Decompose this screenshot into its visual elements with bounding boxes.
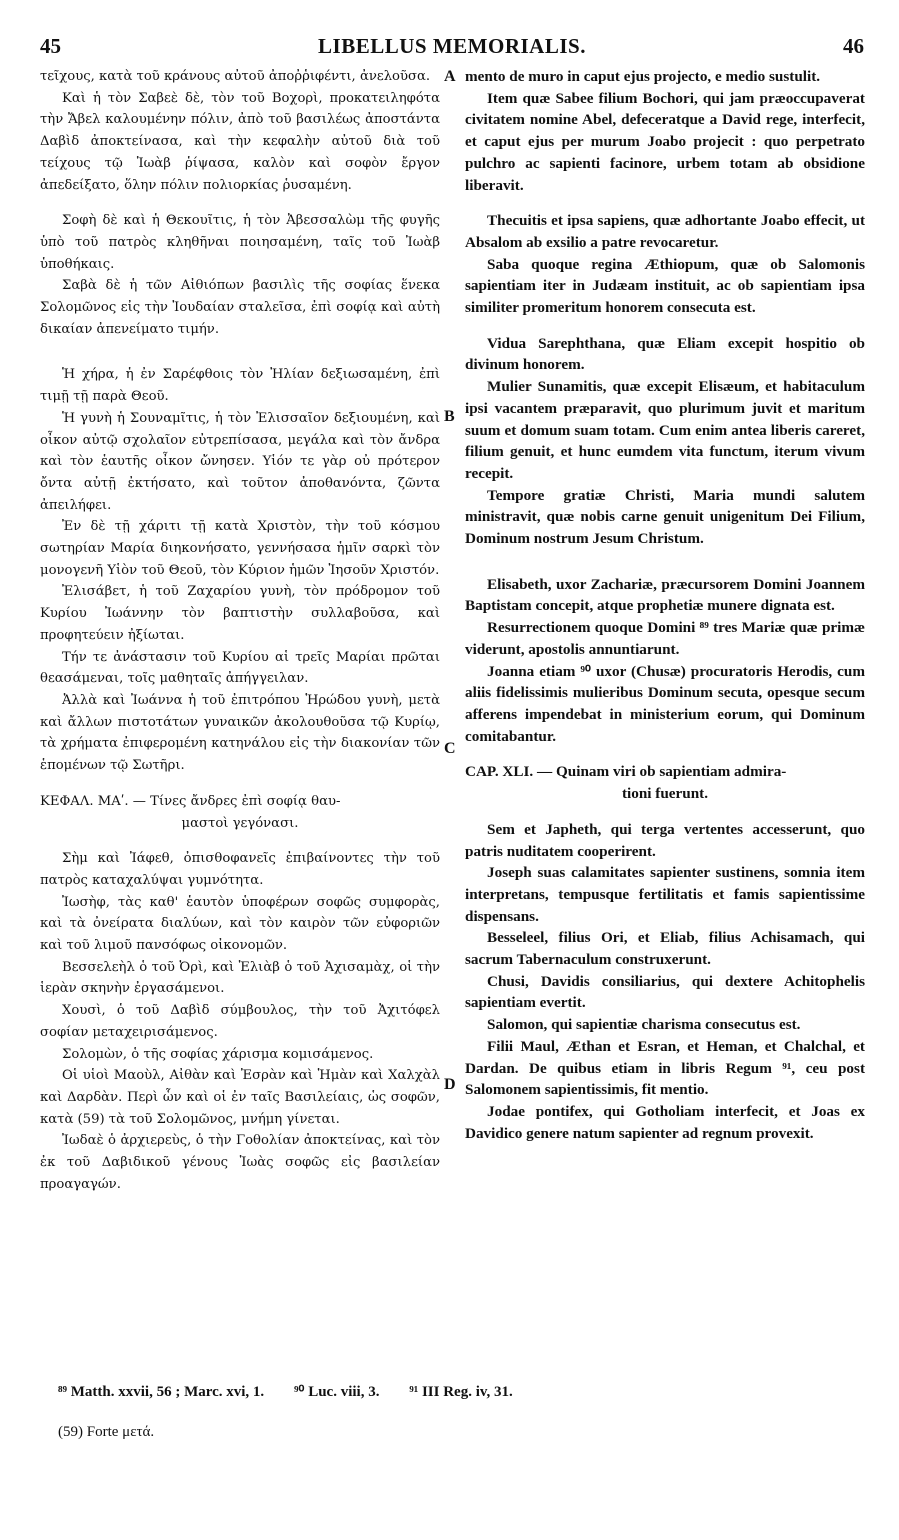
latin-heading-line-1: CAP. XLI. — Quinam viri ob sapientiam admira- [465, 763, 787, 781]
greek-paragraph: Οἱ υἱοὶ Μαοὺλ, Αἰθὰν καὶ Ἐσρὰν καὶ Ἡμὰν καὶ Χαλχὰλ καὶ Δαρδὰν. Περὶ ὧν καὶ οἱ ἐν ταῖς Βασιλείαις, ὡς σοφῶν, κατὰ (59) τὰ τοῦ Σολομῶνος, μνήμη γίνεται. [40, 1068, 440, 1127]
greek-paragraph: Σαβὰ δὲ ἡ τῶν Αἰθιόπων βασιλὶς τῆς σοφίας ἕνεκα Σολομῶνος εἰς τὴν Ἰουδαίαν σταλεῖσα, ἐπὶ σοφίᾳ καὶ αὐτὴ δικαίαν ἀπενείματο τιμήν. [40, 278, 440, 337]
latin-paragraph: Joanna etiam ⁹⁰ uxor (Chusæ) procuratoris Herodis, cum aliis fidelissimis mulieribus Dominum secuta, opesque secum afferens impendebat in ministerium eorum, qui Dominum comitabantur. [465, 662, 865, 745]
greek-paragraph: Ἀλλὰ καὶ Ἰωάννα ἡ τοῦ ἐπιτρόπου Ἡρώδου γυνὴ, μετὰ καὶ ἄλλων πιστοτάτων γυναικῶν ἀκολουθοῦσα τῷ Κυρίῳ, τὰ χρήματα ἐπιφερομένη κατηνάλου εἰς τὴν διακονίαν τῶν ἑπομένων τῷ Σωτῆρι. [40, 692, 440, 774]
running-header [40, 34, 864, 62]
latin-paragraph: Elisabeth, uxor Zachariæ, præcursorem Domini Joannem Baptistam concepit, atque prophetiæ munere dignata est. [465, 575, 865, 615]
footnotes [58, 1382, 539, 1401]
greek-heading-line-2: μαστοὶ γεγόνασι. [181, 815, 299, 831]
running-title: LIBELLUS MEMORIALIS. [318, 34, 586, 58]
greek-paragraph: Σοφὴ δὲ καὶ ἡ Θεκουῖτις, ἡ τὸν Ἀβεσσαλὼμ τῆς φυγῆς ὑπὸ τοῦ πατρὸς κληθῆναι ποιησαμένη, ταῖς τοῦ Ἰωὰβ ὑποθήκαις. [40, 213, 440, 272]
greek-paragraph: Τήν τε ἀνάστασιν τοῦ Κυρίου αἱ τρεῖς Μαρίαι πρῶται θεασάμεναι, τοῖς μαθηταῖς ἀπήγγειλαν. [40, 649, 440, 687]
greek-paragraph: Ἐν δὲ τῇ χάριτι τῇ κατὰ Χριστὸν, τὴν τοῦ κόσμου σωτηρίαν Μαρία διηκονήσατο, γεννήσασα ἡμῖν σαρκὶ τὸν μονογενῆ Υἱὸν τοῦ Θεοῦ, τὸν Κύριον ἡμῶν Ἰησοῦν Χριστόν. [40, 519, 440, 578]
greek-paragraph: Σὴμ καὶ Ἰάφεθ, ὀπισθοφανεῖς ἐπιβαίνοντες τὴν τοῦ πατρὸς καταχαλύψαι γυμνότητα. [40, 851, 440, 888]
greek-paragraph: Ἰωδαὲ ὁ ἀρχιερεὺς, ὁ τὴν Γοθολίαν ἀποκτείνας, καὶ τὸν ἐκ τοῦ Δαβιδικοῦ γένους Ἰωὰς σοφῶς εἰς βασιλείαν προαγαγών. [40, 1133, 440, 1192]
greek-paragraph: Ἐλισάβετ, ἡ τοῦ Ζαχαρίου γυνὴ, τὸν πρόδρομον τοῦ Κυρίου Ἰωάννην τὸν βαπτιστὴν συλλαβοῦσα, καὶ προφητεύειν ἠξίωται. [40, 584, 440, 643]
latin-chapter-heading [465, 761, 865, 804]
greek-paragraph: Χουσὶ, ὁ τοῦ Δαβὶδ σύμβουλος, τὴν τοῦ Ἀχιτόφελ σοφίαν μεταχειρισάμενος. [40, 1003, 440, 1040]
greek-heading-line-1: ΚΕΦΑΛ. ΜΑʹ. — Τίνες ἄνδρες ἐπὶ σοφίᾳ θαυ- [40, 793, 341, 809]
latin-paragraph: Chusi, Davidis consiliarius, qui dextere Achitophelis sapientiam evertit. [465, 972, 865, 1012]
section-marker-b: B [444, 408, 455, 425]
greek-paragraph: τεῖχους, κατὰ τοῦ κράνους αὐτοῦ ἀποῤῥιφέντι, ἀνελοῦσα. [40, 69, 431, 84]
latin-paragraph: Item quæ Sabee filium Bochori, qui jam præoccupaverat civitatem nomine Abel, defeceratque a David rege, interfecit, et caput ejus per murum Joabo projecit : quo perpetrato pulchro ac sapienti facinore, urbem totam ab obsidione liberavit. [465, 89, 865, 194]
editor-note-59: (59) Forte μετά. [58, 1424, 155, 1440]
footnote-90: ⁹⁰ Luc. viii, 3. [293, 1384, 380, 1400]
greek-paragraph: Σολομὼν, ὁ τῆς σοφίας χάρισμα κομισάμενος. [62, 1046, 374, 1062]
footnote-89: ⁸⁹ Matth. xxvii, 56 ; Marc. xvi, 1. [58, 1384, 265, 1400]
section-marker-d: D [444, 1076, 456, 1093]
greek-paragraph: Ἰωσὴφ, τὰς καθ' ἑαυτὸν ὑποφέρων σοφῶς συμφορὰς, καὶ τὰ ὀνείρατα διαλύων, καὶ τὸν καιρὸν τῶν εὐφοριῶν καὶ τοῦ λιμοῦ πανσόφως οἰκονομῶν. [40, 894, 440, 954]
page-number-right: 46 [843, 34, 864, 58]
greek-paragraph: Ἡ χήρα, ἡ ἐν Σαρέφθοις τὸν Ἠλίαν δεξιωσαμένη, ἐπὶ τιμῇ τῇ παρὰ Θεοῦ. [40, 367, 440, 405]
latin-paragraph: Salomon, qui sapientiæ charisma consecutus est. [487, 1016, 801, 1034]
latin-paragraph: Sem et Japheth, qui terga vertentes accesserunt, quo patris nuditatem cooperirent. [465, 820, 865, 860]
latin-paragraph: Jodae pontifex, qui Gotholiam interfecit, et Joas ex Davidico genere natum sapienter ad regnum provexit. [465, 1102, 865, 1142]
greek-column [40, 66, 440, 1195]
latin-paragraph: Besseleel, filius Ori, et Eliab, filius Achisamach, qui sacrum Tabernaculum construxerunt. [465, 929, 865, 969]
page-number-left: 45 [40, 34, 61, 58]
latin-paragraph: mento de muro in caput ejus projecto, e medio sustulit. [465, 68, 821, 85]
latin-paragraph: Saba quoque regina Æthiopum, quæ ob Salomonis sapientiam iter in Judæam instituit, ac ob sapientiam ipsa similiter promeritum honorem consecuta est. [465, 255, 865, 317]
section-marker-c: C [444, 740, 456, 757]
latin-paragraph: Resurrectionem quoque Domini ⁸⁹ tres Mariæ quæ primæ viderunt, apostolis annuntiarunt. [465, 619, 865, 658]
latin-column [465, 66, 865, 1144]
latin-heading-line-2: tioni fuerunt. [621, 785, 709, 803]
latin-paragraph: Thecuitis et ipsa sapiens, quæ adhortante Joabo effecit, ut Absalom ab exsilio a patre revocaretur. [465, 212, 865, 251]
greek-paragraph: Ἡ γυνὴ ἡ Σουναμῖτις, ἡ τὸν Ἐλισσαῖον δεξιουμένη, καὶ οἶκον αὐτῷ σχολαῖον εὐτρεπίσασα, μεγάλα καὶ τὸν ἄνδρα καὶ τὸν ἑαυτῆς οἶκον ὤνησεν. Υἱόν τε γὰρ οὐ πρότερον ὄντα αὐτῇ ἐκτήσατο, καὶ τοῦτον ἀποθανόντα, ζῶντα ἀπειλήφει. [40, 410, 440, 513]
footnote-91: ⁹¹ III Reg. iv, 31. [409, 1384, 513, 1400]
latin-paragraph: Tempore gratiæ Christi, Maria mundi salutem ministravit, quæ nobis carne genuit unigenitum Dei Filium, Dominum nostrum Jesum Christum. [465, 486, 865, 548]
latin-paragraph: Filii Maul, Æthan et Esran, et Heman, et Chalchal, et Dardan. De quibus etiam in libris Regum ⁹¹, ceu post Salomonem sapientissimis, fit mentio. [465, 1037, 865, 1099]
section-marker-a: A [444, 68, 456, 85]
greek-paragraph: Καὶ ἡ τὸν Σαβεὲ δὲ, τὸν τοῦ Βοχορὶ, προκατειληφότα τὴν Ἄβελ καλουμένην πόλιν, ἀπὸ τοῦ βασιλέως ἀποστάντα Δαβὶδ ἀποκτείνασα, καὶ τὴν κεφαλὴν αὐτοῦ διὰ τοῦ τείχους τῷ Ἰωὰβ ῥίψασα, καλὸν καὶ σοφὸν ἔργον ἀπεδείξατο, ὅλην πόλιν πολιορκίας ῥυσαμένη. [40, 90, 440, 193]
latin-paragraph: Vidua Sarephthana, quæ Eliam excepit hospitio ob divinum honorem. [465, 334, 865, 374]
greek-chapter-heading [40, 791, 440, 834]
greek-paragraph: Βεσσελεὴλ ὁ τοῦ Ὀρὶ, καὶ Ἐλιὰβ ὁ τοῦ Ἀχισαμὰχ, οἱ τὴν ἱερὰν σκηνὴν ἐργασάμενοι. [40, 959, 440, 997]
latin-paragraph: Joseph suas calamitates sapienter sustinens, somnia item interpretans, tempusque fertilitatis et famis sapientissime dispensans. [465, 864, 865, 925]
latin-paragraph: Mulier Sunamitis, quæ excepit Elisæum, et habitaculum ipsi vacantem præparavit, quo plurimum juvit et maritum suum et domum suam totam. Cum enim antea liberis careret, filium genuit, et hunc eumdem vita functum, iterum vivum recepit. [465, 378, 865, 482]
